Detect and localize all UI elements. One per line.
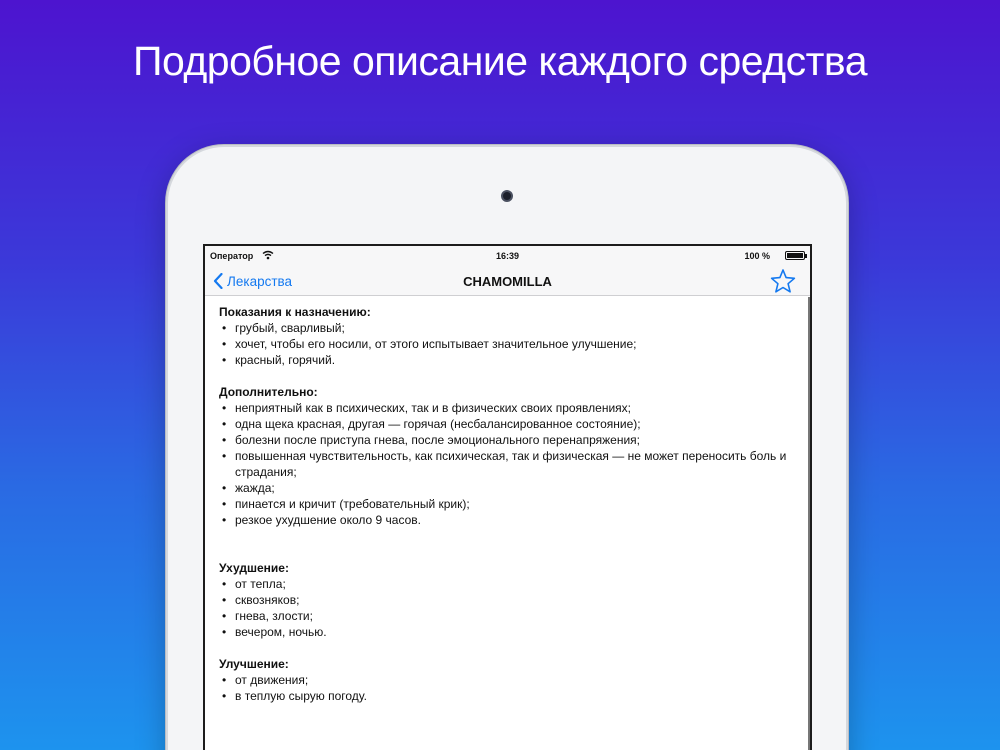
navigation-bar	[205, 266, 810, 296]
carrier-label: Оператор	[210, 251, 254, 261]
list-item: • сквозняков;	[219, 592, 799, 608]
list-item: • резкое ухудшение около 9 часов.	[219, 512, 799, 528]
list-item: • повышенная чувствительность, как психическая, так и физическая — не может переносить боль и страдания;	[219, 448, 799, 480]
battery-percent: 100 %	[744, 251, 770, 261]
list-item: • хочет, чтобы его носили, от этого испытывает значительное улучшение;	[219, 336, 799, 352]
list-item: • жажда;	[219, 480, 799, 496]
back-button-label: Лекарства	[227, 273, 293, 289]
list-item: • в теплую сырую погоду.	[219, 688, 799, 704]
section-title: Улучшение:	[219, 657, 289, 671]
list-item: • гнева, злости;	[219, 608, 799, 624]
section-title: Показания к назначению:	[219, 305, 371, 319]
list-item: • от движения;	[219, 672, 799, 688]
status-time: 16:39	[495, 251, 520, 261]
list-item: • грубый, сварливый;	[219, 320, 799, 336]
star-outline-icon	[770, 268, 796, 294]
status-bar	[205, 246, 810, 266]
worsening-list	[219, 576, 799, 640]
chevron-left-icon	[213, 273, 223, 289]
section-improvement	[219, 656, 799, 704]
battery-icon	[785, 251, 805, 260]
remedy-description	[219, 304, 799, 720]
section-indications	[219, 304, 799, 368]
list-item: • болезни после приступа гнева, после эмоционального перенапряжения;	[219, 432, 799, 448]
camera-icon	[501, 190, 513, 202]
section-title: Ухудшение:	[219, 561, 289, 575]
page-title: CHAMOMILLA	[463, 274, 552, 289]
app-screen	[203, 244, 812, 750]
favorite-button[interactable]	[770, 268, 796, 299]
section-additional	[219, 384, 799, 528]
list-item: • одна щека красная, другая — горячая (несбалансированное состояние);	[219, 416, 799, 432]
list-item: • неприятный как в психических, так и в физических своих проявлениях;	[219, 400, 799, 416]
improvement-list	[219, 672, 799, 704]
indications-list	[219, 320, 799, 368]
list-item: • вечером, ночью.	[219, 624, 799, 640]
scrollbar[interactable]	[808, 297, 810, 750]
list-item: • пинается и кричит (требовательный крик);	[219, 496, 799, 512]
back-button[interactable]	[213, 270, 292, 292]
list-item: • от тепла;	[219, 576, 799, 592]
promo-headline: Подробное описание каждого средства	[132, 38, 868, 84]
section-worsening	[219, 560, 799, 640]
section-title: Дополнительно:	[219, 385, 318, 399]
additional-list	[219, 400, 799, 528]
list-item: • красный, горячий.	[219, 352, 799, 368]
